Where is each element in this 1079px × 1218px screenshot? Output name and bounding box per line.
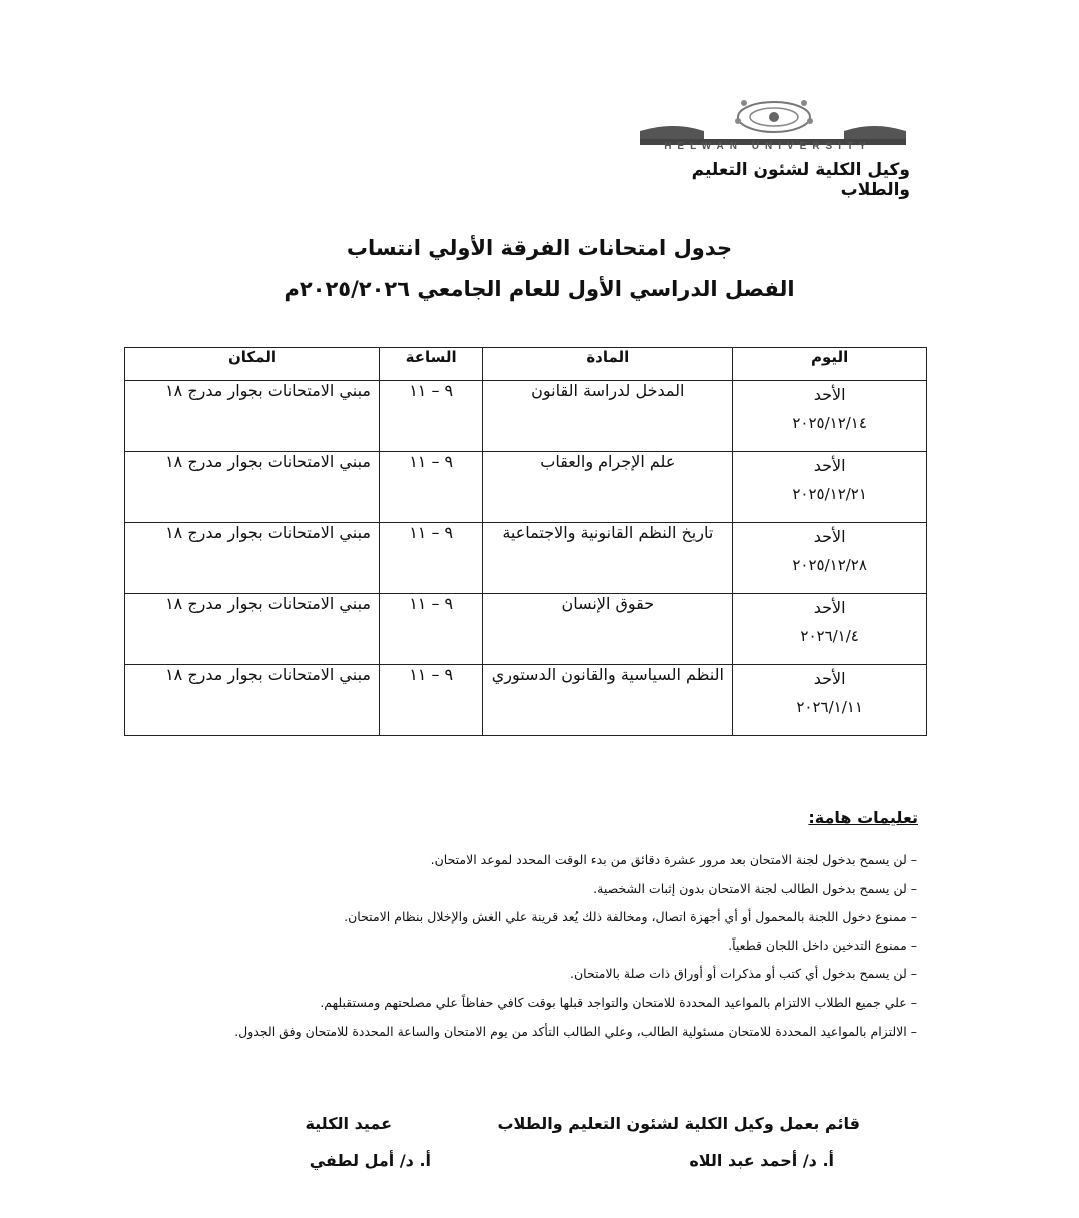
exam-date: ٢٠٢٥/١٢/٢١ xyxy=(792,485,867,503)
exam-date: ٢٠٢٦/١/١١ xyxy=(796,698,863,716)
day-name: الأحد xyxy=(813,456,846,475)
exam-schedule-table xyxy=(124,347,927,736)
day-cell xyxy=(733,594,927,665)
day-name: الأحد xyxy=(813,669,846,688)
day-name: الأحد xyxy=(813,527,846,546)
day-name: الأحد xyxy=(813,598,846,617)
place-cell: مبني الامتحانات بجوار مدرج ١٨ xyxy=(125,452,380,523)
header-subject: المادة xyxy=(483,348,733,381)
time-cell: ٩ – ١١ xyxy=(379,381,482,452)
day-cell xyxy=(733,452,927,523)
list-item: – لن يسمح بدخول أي كتب أو مذكرات أو أوراق ذات صلة بالامتحان. xyxy=(97,960,917,989)
vice-dean-signature-title: قائم بعمل وكيل الكلية لشئون التعليم والطلاب xyxy=(497,1114,860,1133)
time-cell: ٩ – ١١ xyxy=(379,523,482,594)
table-row xyxy=(125,665,927,736)
exam-date: ٢٠٢٥/١٢/١٤ xyxy=(792,414,867,432)
header-time: الساعة xyxy=(379,348,482,381)
vice-dean-office-label: وكيل الكلية لشئون التعليم والطلاب xyxy=(691,160,910,200)
list-item: – لن يسمح بدخول لجنة الامتحان بعد مرور عشرة دقائق من بدء الوقت المحدد لموعد الامتحان. xyxy=(97,846,917,875)
list-item: – علي جميع الطلاب الالتزام بالمواعيد المحددة للامتحان والتواجد قبلها بوقت كافي حفاظاً علي مصلحتهم ومستقبلهم. xyxy=(97,989,917,1018)
list-item: – الالتزام بالمواعيد المحددة للامتحان مسئولية الطالب، وعلي الطالب التأكد من يوم الامتحان والساعة المحددة للامتحان وفق الجدول. xyxy=(97,1018,917,1047)
list-item: – ممنوع التدخين داخل اللجان قطعياً. xyxy=(97,932,917,961)
place-cell: مبني الامتحانات بجوار مدرج ١٨ xyxy=(125,523,380,594)
place-cell: مبني الامتحانات بجوار مدرج ١٨ xyxy=(125,594,380,665)
vice-dean-name: أ. د/ أحمد عبد اللاه xyxy=(689,1151,834,1170)
time-cell: ٩ – ١١ xyxy=(379,665,482,736)
document-subtitle: الفصل الدراسي الأول للعام الجامعي ٢٠٢٥/٢٠٢٦م xyxy=(284,277,795,301)
dean-name: أ. د/ أمل لطفي xyxy=(309,1151,431,1170)
table-row xyxy=(125,594,927,665)
logo-latin-text: HELWAN UNIVERSITY xyxy=(664,141,872,152)
day-cell xyxy=(733,523,927,594)
table-header-row xyxy=(125,348,927,381)
header-day: اليوم xyxy=(733,348,927,381)
exam-date: ٢٠٢٥/١٢/٢٨ xyxy=(792,556,867,574)
dean-signature-title: عميد الكلية xyxy=(305,1114,392,1133)
instructions-list xyxy=(97,846,917,1046)
day-name: الأحد xyxy=(813,385,846,404)
time-cell: ٩ – ١١ xyxy=(379,452,482,523)
day-cell xyxy=(733,381,927,452)
list-item: – لن يسمح بدخول الطالب لجنة الامتحان بدون إثبات الشخصية. xyxy=(97,875,917,904)
document-title: جدول امتحانات الفرقة الأولي انتساب xyxy=(346,236,733,260)
header-place: المكان xyxy=(125,348,380,381)
instructions-heading: تعليمات هامة: xyxy=(808,808,918,827)
table-row xyxy=(125,523,927,594)
place-cell: مبني الامتحانات بجوار مدرج ١٨ xyxy=(125,381,380,452)
subject-cell: علم الإجرام والعقاب xyxy=(483,452,733,523)
subject-cell: حقوق الإنسان xyxy=(483,594,733,665)
exam-date: ٢٠٢٦/١/٤ xyxy=(800,627,859,645)
list-item: – ممنوع دخول اللجنة بالمحمول أو أي أجهزة اتصال، ومخالفة ذلك يُعد قرينة علي الغش والإخلال بنظام الامتحان. xyxy=(97,903,917,932)
subject-cell: المدخل لدراسة القانون xyxy=(483,381,733,452)
subject-cell: تاريخ النظم القانونية والاجتماعية xyxy=(483,523,733,594)
day-cell xyxy=(733,665,927,736)
place-cell: مبني الامتحانات بجوار مدرج ١٨ xyxy=(125,665,380,736)
table-row xyxy=(125,381,927,452)
time-cell: ٩ – ١١ xyxy=(379,594,482,665)
table-row xyxy=(125,452,927,523)
subject-cell: النظم السياسية والقانون الدستوري xyxy=(483,665,733,736)
